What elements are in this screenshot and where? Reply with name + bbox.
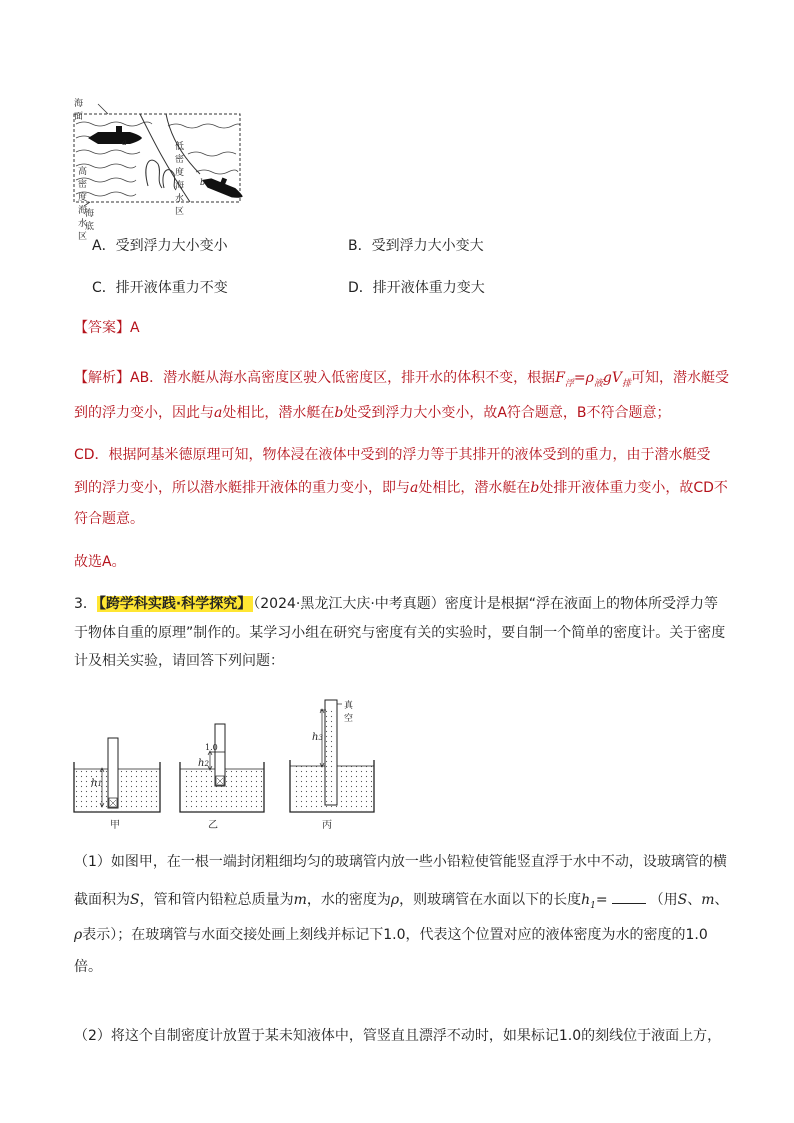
answer-line [74,318,140,338]
label-a: a [122,138,127,147]
q3-line-1: 3． 【跨学科实践·科学探究】 （2024·黑龙江大庆·中考真题）密度计是根据“浮在液面上的物体所受浮力等 [74,596,719,612]
option-a: A．受到浮力大小变小 [92,238,228,254]
label-h2: h2 [198,758,209,769]
label-vacuum: 真空 [344,701,354,724]
label-h3: h3 [312,732,323,743]
label-sea-surface: 海面 [74,99,84,122]
p1-line-1: （1）如图甲，在一根一端封闭粗细均匀的玻璃管内放一些小铅粒使管能竖直浮于水中不动，设玻璃管的横 [74,854,727,870]
beaker-bing [290,700,374,812]
q3-line-2: 于物体自重的原理”制作的。某学习小组在研究与密度有关的实验时，要自制一个简单的密度计。关于密度 [74,625,726,641]
answer-blank[interactable] [612,889,646,904]
beaker-yi [180,724,264,812]
analysis-line-1: 【解析】AB．潜水艇从海水高密度区驶入低密度区，排开水的体积不变，根据$F_浮=\rho_液gV_排$可知，潜水艇受 [74,370,730,389]
p1-line-3: ρ表示）；在玻璃管与水面交接处画上刻线并标记下1.0，代表这个位置对应的液体密度为水的密度的1.0 [74,927,708,943]
option-b: B．受到浮力大小变大 [348,238,484,254]
analysis-tag: 【解析】 [74,370,130,386]
answer-value: A [130,320,140,336]
analysis-line-5: 符合题意。 [74,511,144,527]
option-c: C．排开液体重力不变 [92,280,228,296]
analysis-line-3: CD．根据阿基米德原理可知，物体浸在液体中受到的浮力等于其排开的液体受到的重力，由于潜水艇受 [74,447,711,463]
q3-tag: 【跨学科实践·科学探究】 [98,596,252,612]
label-mark-1-0: 1.0 [205,743,218,752]
densimeter-figure [70,690,390,830]
analysis-line-2: 到的浮力变小，因此与a处相比，潜水艇在b处受到浮力大小变小，故A符合题意，B不符合题意； [74,405,671,421]
label-yi: 乙 [208,820,218,831]
h1-symbol: $h_1$ [581,892,596,911]
analysis-choice: 故选A。 [74,554,126,570]
label-high-density: 高密度海水区 [78,167,88,242]
answer-tag: 【答案】 [74,320,130,336]
formula-buoyancy: $F_浮=\rho_液gV_排$ [555,370,632,389]
label-sea-bottom: 海底 [85,209,95,232]
q3-line-3: 计及相关实验，请回答下列问题： [74,653,284,669]
label-b: b [200,178,206,187]
q3-number: 3． [74,596,97,612]
p1-line-2: 截面积为S，管和管内铅粒总质量为m，水的密度为ρ，则玻璃管在水面以下的长度$h_1=$ （用S、m、 [74,889,728,912]
p1-line-4: 倍。 [74,959,102,975]
label-h1: h1 [91,778,102,789]
option-d: D．排开液体重力变大 [348,280,485,296]
submarine-density-figure [70,94,250,220]
beaker-jia [74,738,160,812]
label-bing: 丙 [322,820,332,831]
label-jia: 甲 [110,820,120,831]
p2-line-1: （2）将这个自制密度计放置于某未知液体中，管竖直且漂浮不动时，如果标记1.0的刻线位于液面上方， [74,1028,722,1044]
label-low-density: 低密度海水区 [175,142,185,217]
analysis-line-4: 到的浮力变小，所以潜水艇排开液体的重力变小，即与a处相比，潜水艇在b处排开液体重力变小，故CD不 [74,480,728,496]
